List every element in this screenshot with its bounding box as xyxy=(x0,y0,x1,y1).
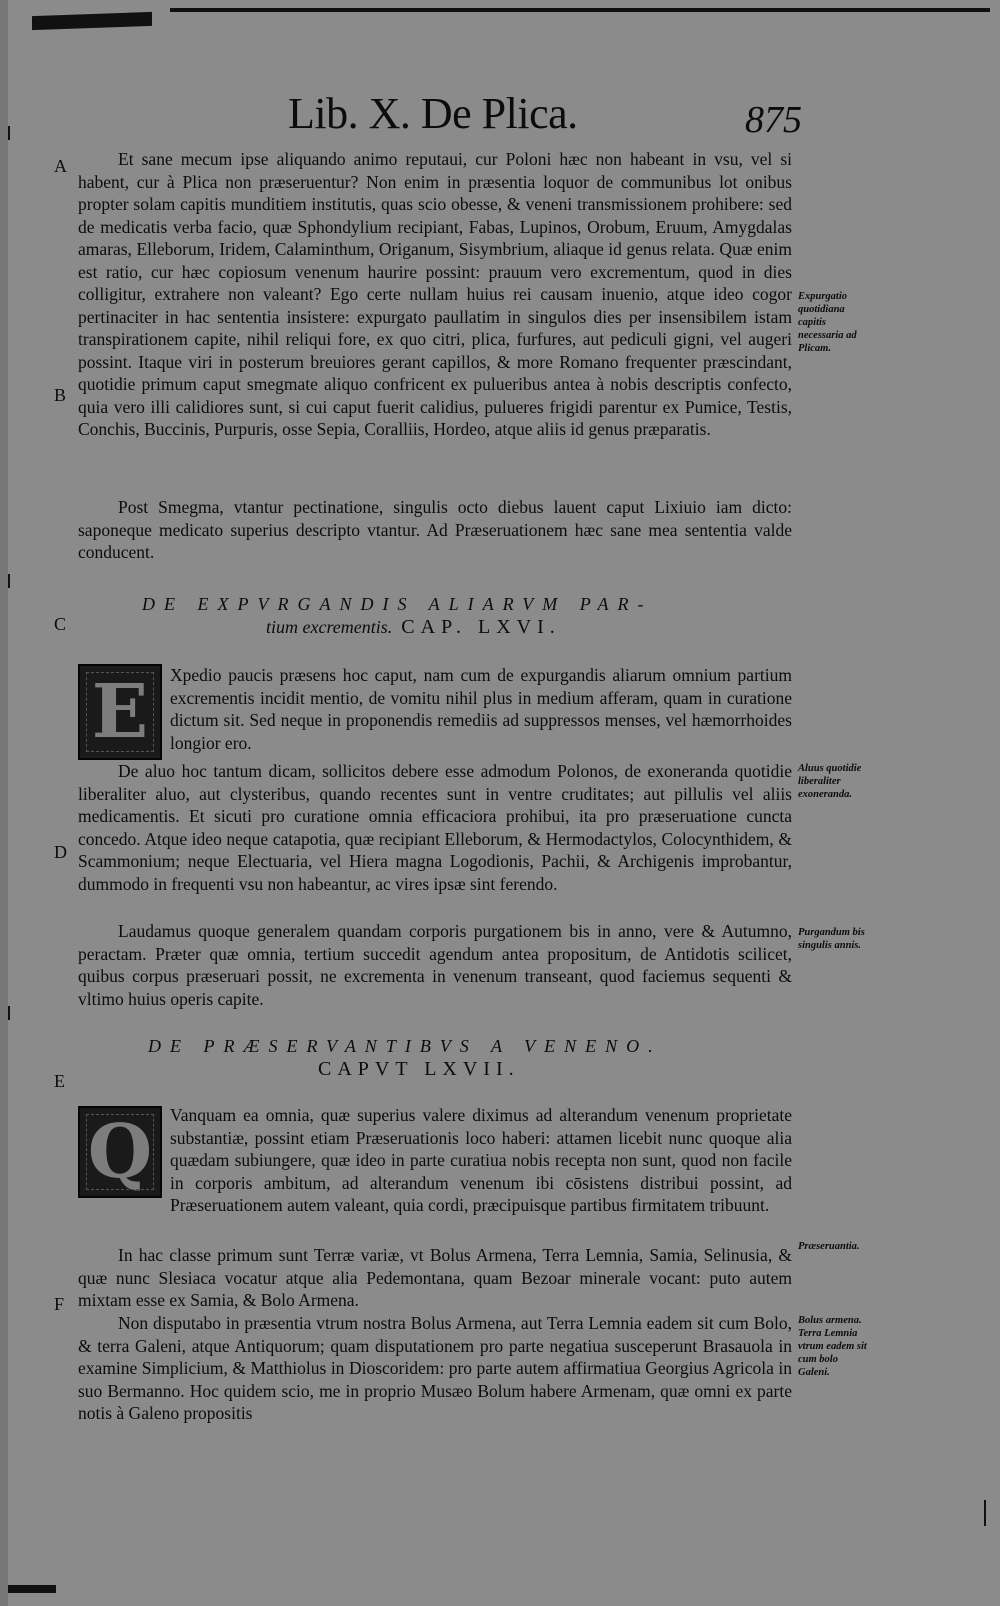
marginal-note-purgandum: Purgandum bis singulis annis. xyxy=(798,927,865,951)
paragraph-text: Et sane mecum ipse aliquando animo reputaui, cur Poloni hæc non habeant in vsu, vel si habent, cur à Plica non præseruentur? Non enim in præsentia loquor de communibus lot onibus propter solam capitis munditiem institutis, quas scio obesse, & veneni transmissionem prohibere: sed de medicatis verba facio, quæ Sphondylium recipiant, Fabas, Lupinos, Orobum, Eruum, Amygdalas amaras, Elleborum, Iridem, Calaminthum, Origanum, Sisymbrium, aliaque id genus relata. Quæ enim est ratio, cur hæc copiosum venenum haurire possint: prauum vero excrementum, quod in dies colligitur, extrahere non valeant? Ego certe nullam huius rei causam inuenio, atque ideo cogor pertinaciter in hac sententia insistere: expurgato paullatim in singulos dies per insensibilem istam transpirationem capite, nihil reliqui fore, ex quo citri, plica, furfures, aut pediculi gigni, vel augeri possint. Itaque viri in posterum breuiores gerant capillos, & more Romano frequenter præscindant, quotidie primum caput smegmate aliquo confricent ex pulueribus antea à nobis descriptis confecto, quia vero illi calidiores sunt, si cui caput fuerit calidius, pulueres frigidi parentur ex Pumice, Testis, Conchis, Buccinis, Purpuris, osse Sepia, Coralliis, Hordeo, atque aliis id genus præparatis. xyxy=(78,149,792,439)
margin-letter-d: D xyxy=(54,842,67,862)
paragraph-pectinatio xyxy=(78,496,792,564)
marginal-note-aluus: Aluus quotidie liberaliter exoneranda. xyxy=(798,763,862,800)
marginal-note-expurgatio: Expurgatio quotidiana capitis necessaria ad Plicam. xyxy=(798,291,857,354)
page-edge-shadow xyxy=(0,0,8,1606)
margin-letter-a: A xyxy=(54,156,67,176)
bottom-paper-fragment xyxy=(8,1585,56,1593)
decorated-initial-e: E xyxy=(78,664,162,760)
paragraph-smegma xyxy=(78,148,792,441)
running-title: Lib. X. De Plica. xyxy=(288,89,578,138)
paragraph-text: Post Smegma, vtantur pectinatione, singulis octo diebus lauent caput Lixiuio iam dicto: saponeque medicato superius descripto vtantur. Ad Præseruationem hæc sane mea sententia valde conducent. xyxy=(78,497,792,562)
paragraph-text: Laudamus quoque generalem quandam corporis purgationem bis in anno, vere & Autumno, peractam. Præter quæ omnia, tertium succedit agendum antea propositum, de Antidotis scilicet, quibus corpus præseruari possit, ne excrementa in venenum transeant, quod faciemus sequenti & vltimo huius operis capite. xyxy=(78,921,792,1009)
margin-letter-f: F xyxy=(54,1294,65,1314)
paragraph-aluo xyxy=(78,760,792,895)
paragraph-text: Non disputabo in præsentia vtrum nostra Bolus Armena, aut Terra Lemnia eadem sit cum Bolo, & terra Galeni, atque Antiquorum; quam disputationem pro parte negatiua susceperunt Brasauola in examine Simplicium, & Matthiolus in Dioscoridem: pro parte autem affirmatiua Georgius Agricola in suo Bermanno. Hoc quidem scio, me in proprio Musæo Bolum habere Armenam, quæ omni ex parte notis à Galeno propositis xyxy=(78,1313,792,1423)
chapter-67-title: DE PRÆSERVANTIBVS A VENENO. xyxy=(148,1036,662,1056)
torn-paper-fragment xyxy=(32,12,152,30)
scan-artifact xyxy=(8,574,10,588)
chapter-66-title-continued: tium excrementis. xyxy=(266,617,393,637)
chapter-66-title: DE EXPVRGANDIS ALIARVM PAR- xyxy=(142,594,653,614)
top-border-rule xyxy=(170,8,990,12)
marginal-note-praeseruantia: Præseruantia. xyxy=(798,1241,860,1252)
margin-letter-c: C xyxy=(54,614,67,634)
scan-artifact xyxy=(984,1500,986,1526)
decorated-initial-q: Q xyxy=(78,1106,162,1198)
paragraph-text: In hac classe primum sunt Terræ variæ, vt Bolus Armena, Terra Lemnia, Samia, Selinusia, & quæ nunc Slesiaca vocatur atque alia Pedemontana, quam Bezoar minerale vocant: puto autem mixtam esse ex Samia, & Bolo Armena. xyxy=(78,1245,792,1310)
page-number: 875 xyxy=(745,99,802,141)
chapter-67-number: CAPVT LXVII. xyxy=(318,1058,520,1080)
paragraph-bolus xyxy=(78,1312,792,1425)
chapter-67-opening: Vanquam ea omnia, quæ superius valere diximus ad alterandum venenum proprietate substantiæ, possint etiam Præseruationis loco haberi: attamen licebit nunc quoque alia quædam subiungere, quæ ideo in parte curatiua nobis recepta non sunt, quod non facile in corporis ambitum, ad alterandum venenum ibi cōsistens distribui possint, ad Præseruationem autem valeant, quia cordi, præcipuisque partibus firmitatem tribuunt. xyxy=(170,1105,792,1215)
margin-letter-b: B xyxy=(54,385,67,405)
margin-letter-e: E xyxy=(54,1071,65,1091)
paragraph-purgatio xyxy=(78,920,792,1010)
scan-artifact xyxy=(8,1006,10,1020)
scan-artifact xyxy=(8,126,10,140)
chapter-66-subtitle xyxy=(266,616,561,639)
chapter-67-subtitle xyxy=(318,1058,520,1081)
paragraph-terrae xyxy=(78,1244,792,1312)
chapter-66-number: CAP. LXVI. xyxy=(401,616,561,638)
paragraph-text: De aluo hoc tantum dicam, sollicitos debere esse admodum Polonos, de exoneranda quotidie liberaliter aluo, aut clysteribus, quando recentes sunt in ventre cruditates; aut pillulis vel aliis medicamentis. Et sicuti pro curatione omnia efficaciora prohibui, ita pro præseruatione cuncta concedo. Atque ideo neque catapotia, quæ recipiant Elleborum, & Hermodactylos, Colocynthidem, & Scammonium; neque Electuaria, vel Hiera magna Logodionis, Pachii, & Archigenis improbantur, dummodo in frequenti vsu non habeantur, ac vires ipsæ sint ferendo. xyxy=(78,761,792,894)
chapter-66-opening: Xpedio paucis præsens hoc caput, nam cum de expurgandis aliarum omnium partium excrementis incidit mentio, de vomitu nihil plus in medium afferam, quam in curatione dictum sit. Sed neque in proponendis remediis ad suppressos menses, vel hæmorrhoides longior ero. xyxy=(170,665,792,753)
marginal-note-bolus: Bolus armena. Terra Lemnia vtrum eadem sit cum bolo Galeni. xyxy=(798,1315,867,1378)
